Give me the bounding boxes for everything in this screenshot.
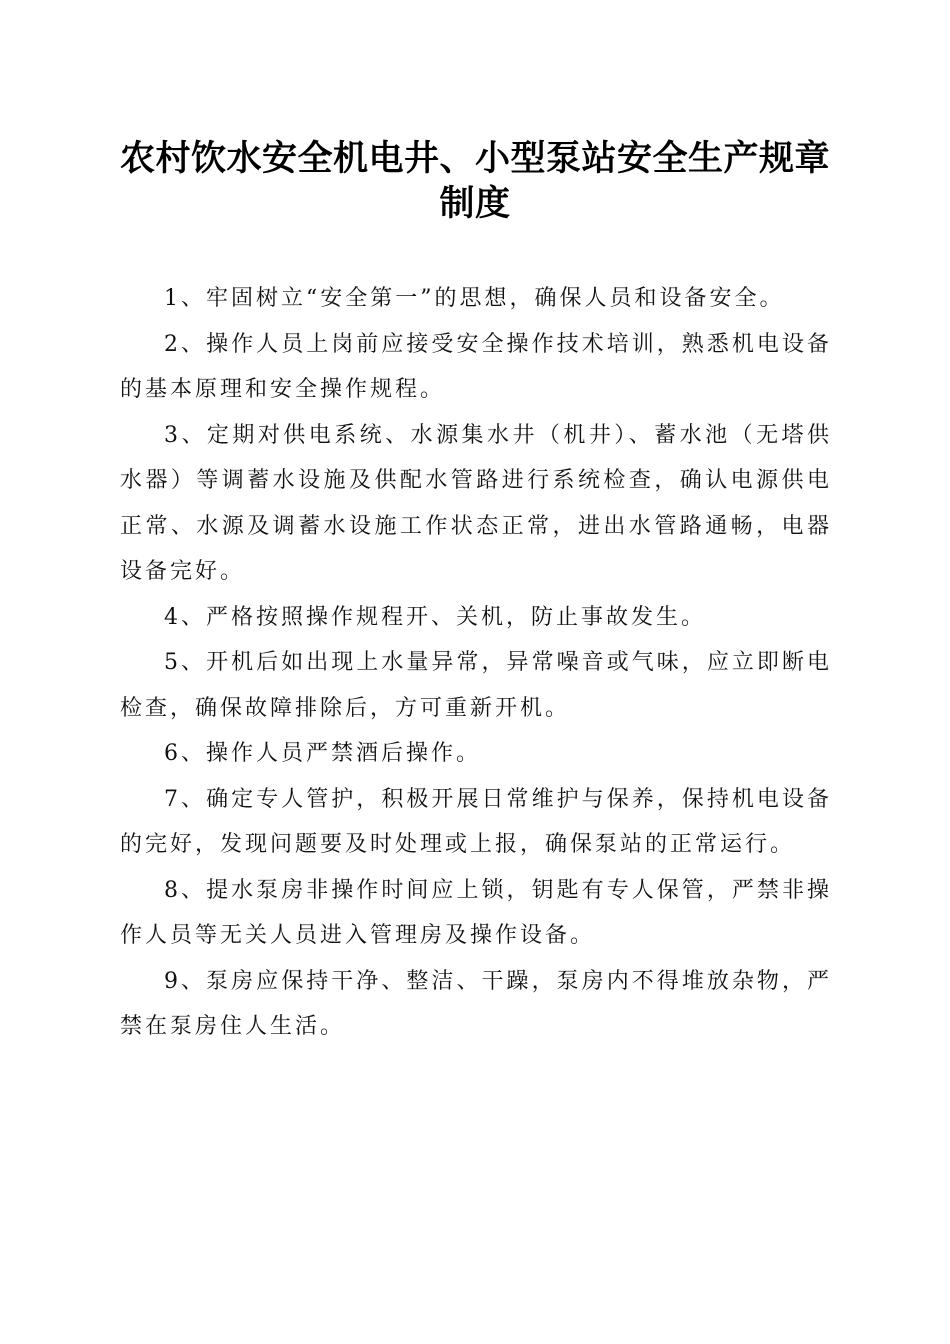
rule-paragraph-1: 1、牢固树立“安全第一”的思想，确保人员和设备安全。 [164, 286, 785, 311]
rule-paragraph-5: 5、开机后如出现上水量异常，异常噪音或气味，应立即断电检查，确保故障排除后，方可重新开机。 [120, 650, 832, 721]
rule-paragraph-9: 9、泵房应保持干净、整洁、干躁，泵房内不得堆放杂物，严禁在泵房住人生活。 [120, 968, 832, 1039]
document-title [110, 136, 840, 226]
rule-paragraph-6: 6、操作人员严禁酒后操作。 [164, 741, 481, 766]
rule-paragraph-2: 2、操作人员上岗前应接受安全操作技术培训，熟悉机电设备的基本原理和安全操作规程。 [120, 331, 832, 402]
rule-paragraph-4: 4、严格按照操作规程开、关机，防止事故发生。 [164, 604, 706, 630]
title-line-2: 制度 [439, 183, 511, 224]
document-body [120, 276, 832, 1050]
rule-paragraph-8: 8、提水泵房非操作时间应上锁，钥匙有专人保管，严禁非操作人员等无关人员进入管理房及操作设备。 [120, 877, 832, 948]
rule-paragraph-7: 7、确定专人管护，积极开展日常维护与保养，保持机电设备的完好，发现问题要及时处理或上报，确保泵站的正常运行。 [120, 786, 832, 857]
rule-paragraph-3: 3、定期对供电系统、水源集水井（机井）、蓄水池（无塔供水器）等调蓄水设施及供配水管路进行系统检查，确认电源供电正常、水源及调蓄水设施工作状态正常，进出水管路通畅，电器设备完好。 [120, 422, 832, 584]
title-line-1: 农村饮水安全机电井、小型泵站安全生产规章 [119, 138, 830, 179]
